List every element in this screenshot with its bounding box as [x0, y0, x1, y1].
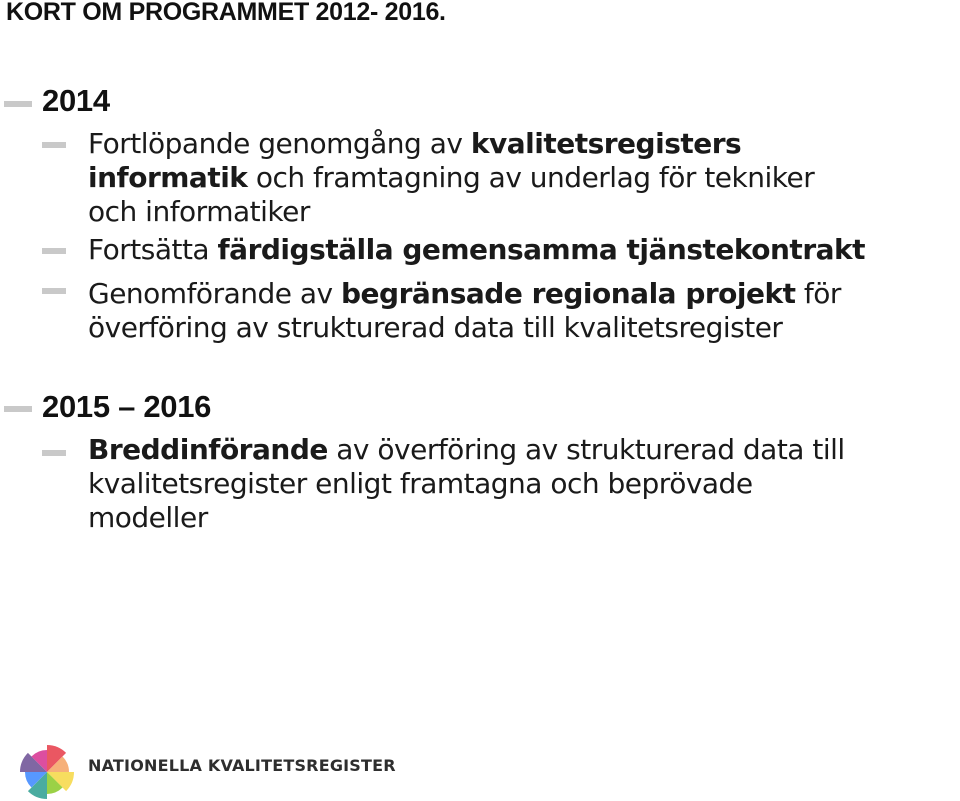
- logo-text: NATIONELLA KVALITETSREGISTER: [88, 756, 396, 775]
- section-heading-2015-2016: 2015 – 2016: [42, 389, 212, 424]
- item-bullet: [42, 450, 66, 456]
- section-bullet: [4, 101, 32, 107]
- logo-icon: [18, 743, 76, 801]
- list-item: Genomförande av begränsade regionala projekt för överföring av strukturerad data till kvalitetsregister: [88, 277, 841, 344]
- page-title: KORT OM PROGRAMMET 2012- 2016.: [6, 0, 446, 26]
- list-item: Fortsätta färdigställa gemensamma tjänstekontrakt: [88, 233, 866, 266]
- item-bullet: [42, 248, 66, 254]
- section-bullet: [4, 406, 32, 412]
- item-bullet: [42, 142, 66, 148]
- list-item: Fortlöpande genomgång av kvalitetsregisters informatik och framtagning av underlag för tekniker och informatiker: [88, 127, 815, 228]
- section-heading-2014: 2014: [42, 83, 110, 118]
- list-item: Breddinförande av överföring av strukturerad data till kvalitetsregister enligt framtagna och beprövade modeller: [88, 433, 845, 534]
- item-bullet: [42, 288, 66, 294]
